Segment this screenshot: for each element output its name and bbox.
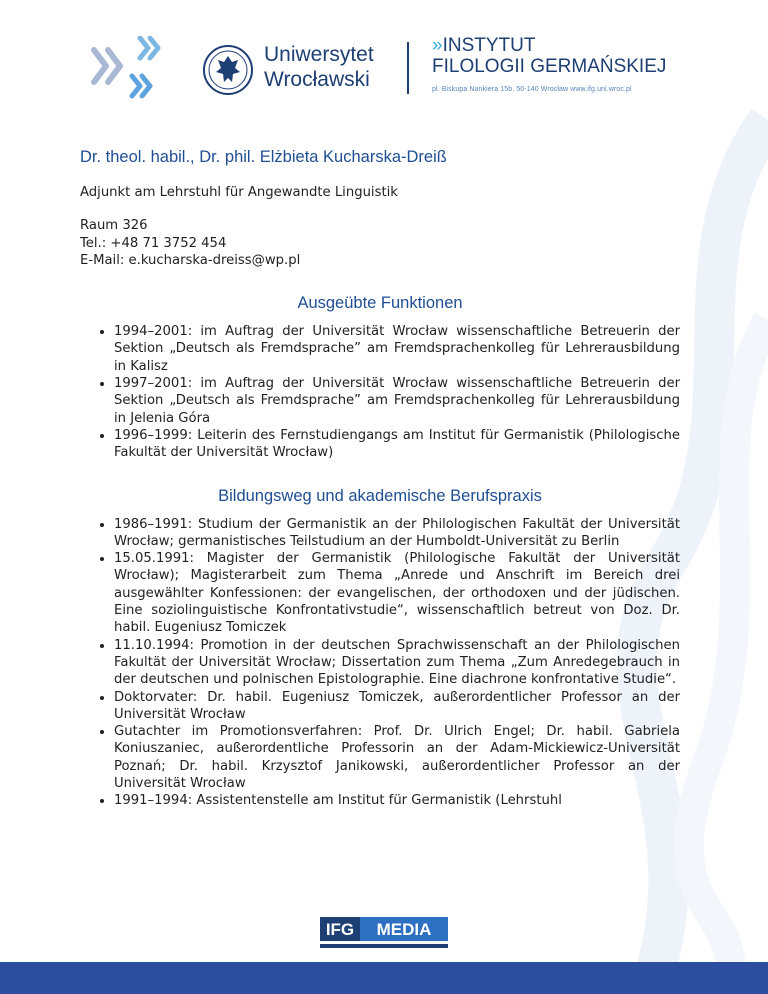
telephone: Tel.: +48 71 3752 454 xyxy=(80,235,227,251)
logo-tagline-strip xyxy=(320,944,448,948)
header-divider xyxy=(407,42,409,94)
institute-line2: FILOLOGII GERMAŃSKIEJ xyxy=(432,56,667,77)
email-address: E-Mail: e.kucharska-dreiss@wp.pl xyxy=(80,252,301,268)
list-item: • Doktorvater: Dr. habil. Eugeniusz Tomiczek, außerordentlicher Professor an der Universität Wrocław xyxy=(114,689,680,724)
person-position: Adjunkt am Lehrstuhl für Angewandte Linguistik xyxy=(80,185,398,200)
section-heading-education: Bildungsweg und akademische Berufspraxis xyxy=(218,486,542,505)
education-list xyxy=(80,516,680,810)
university-name-line2: Wrocławski xyxy=(264,68,370,91)
main-content xyxy=(80,148,680,810)
person-name: Dr. theol. habil., Dr. phil. Elżbieta Kucharska-Dreiß xyxy=(80,148,447,166)
room-number: Raum 326 xyxy=(80,218,148,234)
ifg-media-logo xyxy=(320,917,448,951)
footer-bar xyxy=(0,962,768,994)
list-item: • 11.10.1994: Promotion in der deutschen Sprachwissenschaft an der Philologischen Fakultät der Universität Wrocław; Dissertation zum Thema „Zum Anredegebrauch in der deutschen und polnischen Epistolographie. Eine diachrone konfrontative Studie“. xyxy=(114,637,680,689)
institute-logo xyxy=(432,36,666,93)
university-name xyxy=(264,42,374,92)
university-name-line1: Uniwersytet xyxy=(264,43,374,66)
contact-block xyxy=(80,217,680,269)
section-heading-functions: Ausgeübte Funktionen xyxy=(297,294,463,313)
institute-address: pl. Biskupa Nankiera 15b, 50-140 Wrocław www.ifg.uni.wroc.pl xyxy=(432,86,632,93)
list-item: • Gutachter im Promotionsverfahren: Prof. Dr. Ulrich Engel; Dr. habil. Gabriela Koniuszaniec, außerordentliche Professorin an der Adam-Mickiewicz-Universität Poznań; Dr. habil. Krzysztof Janikowski, außerordentlicher Professor an der Universität Wrocław xyxy=(114,723,680,792)
list-item: • 1996–1999: Leiterin des Fernstudiengangs am Institut für Germanistik (Philologische Fakultät der Universität Wrocław) xyxy=(114,427,680,462)
institute-line1: INSTYTUT xyxy=(442,35,536,56)
page-header xyxy=(0,0,768,130)
institute-quote-mark: » xyxy=(432,35,443,56)
logo-media-text: MEDIA xyxy=(376,920,432,939)
list-item: • 1986–1991: Studium der Germanistik an der Philologischen Fakultät der Universität Wrocław; germanistisches Teilstudium an der Humboldt-Universität zu Berlin xyxy=(114,516,680,551)
university-seal-icon xyxy=(202,44,254,96)
functions-list xyxy=(80,323,680,461)
logo-ifg-text: IFG xyxy=(325,920,355,939)
chevrons-logo-icon xyxy=(88,36,168,116)
list-item: • 1997–2001: im Auftrag der Universität Wrocław wissenschaftliche Betreuerin der Sektion „Deutsch als Fremdsprache” am Fremdsprachenkolleg für Lehrerausbildung in Jelenia Góra xyxy=(114,375,680,427)
list-item: • 1994–2001: im Auftrag der Universität Wrocław wissenschaftliche Betreuerin der Sektion „Deutsch als Fremdsprache” am Fremdsprachenkolleg für Lehrerausbildung in Kalisz xyxy=(114,323,680,375)
list-item: • 15.05.1991: Magister der Germanistik (Philologische Fakultät der Universität Wrocław); Magisterarbeit zum Thema „Anrede und Anschrift im Bereich drei ausgewählter Konfessionen: der evangelischen, der orthodoxen und der jüdischen. Eine soziolinguistische Konfrontativstudie“, wissenschaftlich betreut von Doz. Dr. habil. Eugeniusz Tomiczek xyxy=(114,550,680,636)
list-item: • 1991–1994: Assistentenstelle am Institut für Germanistik (Lehrstuhl xyxy=(114,792,680,809)
